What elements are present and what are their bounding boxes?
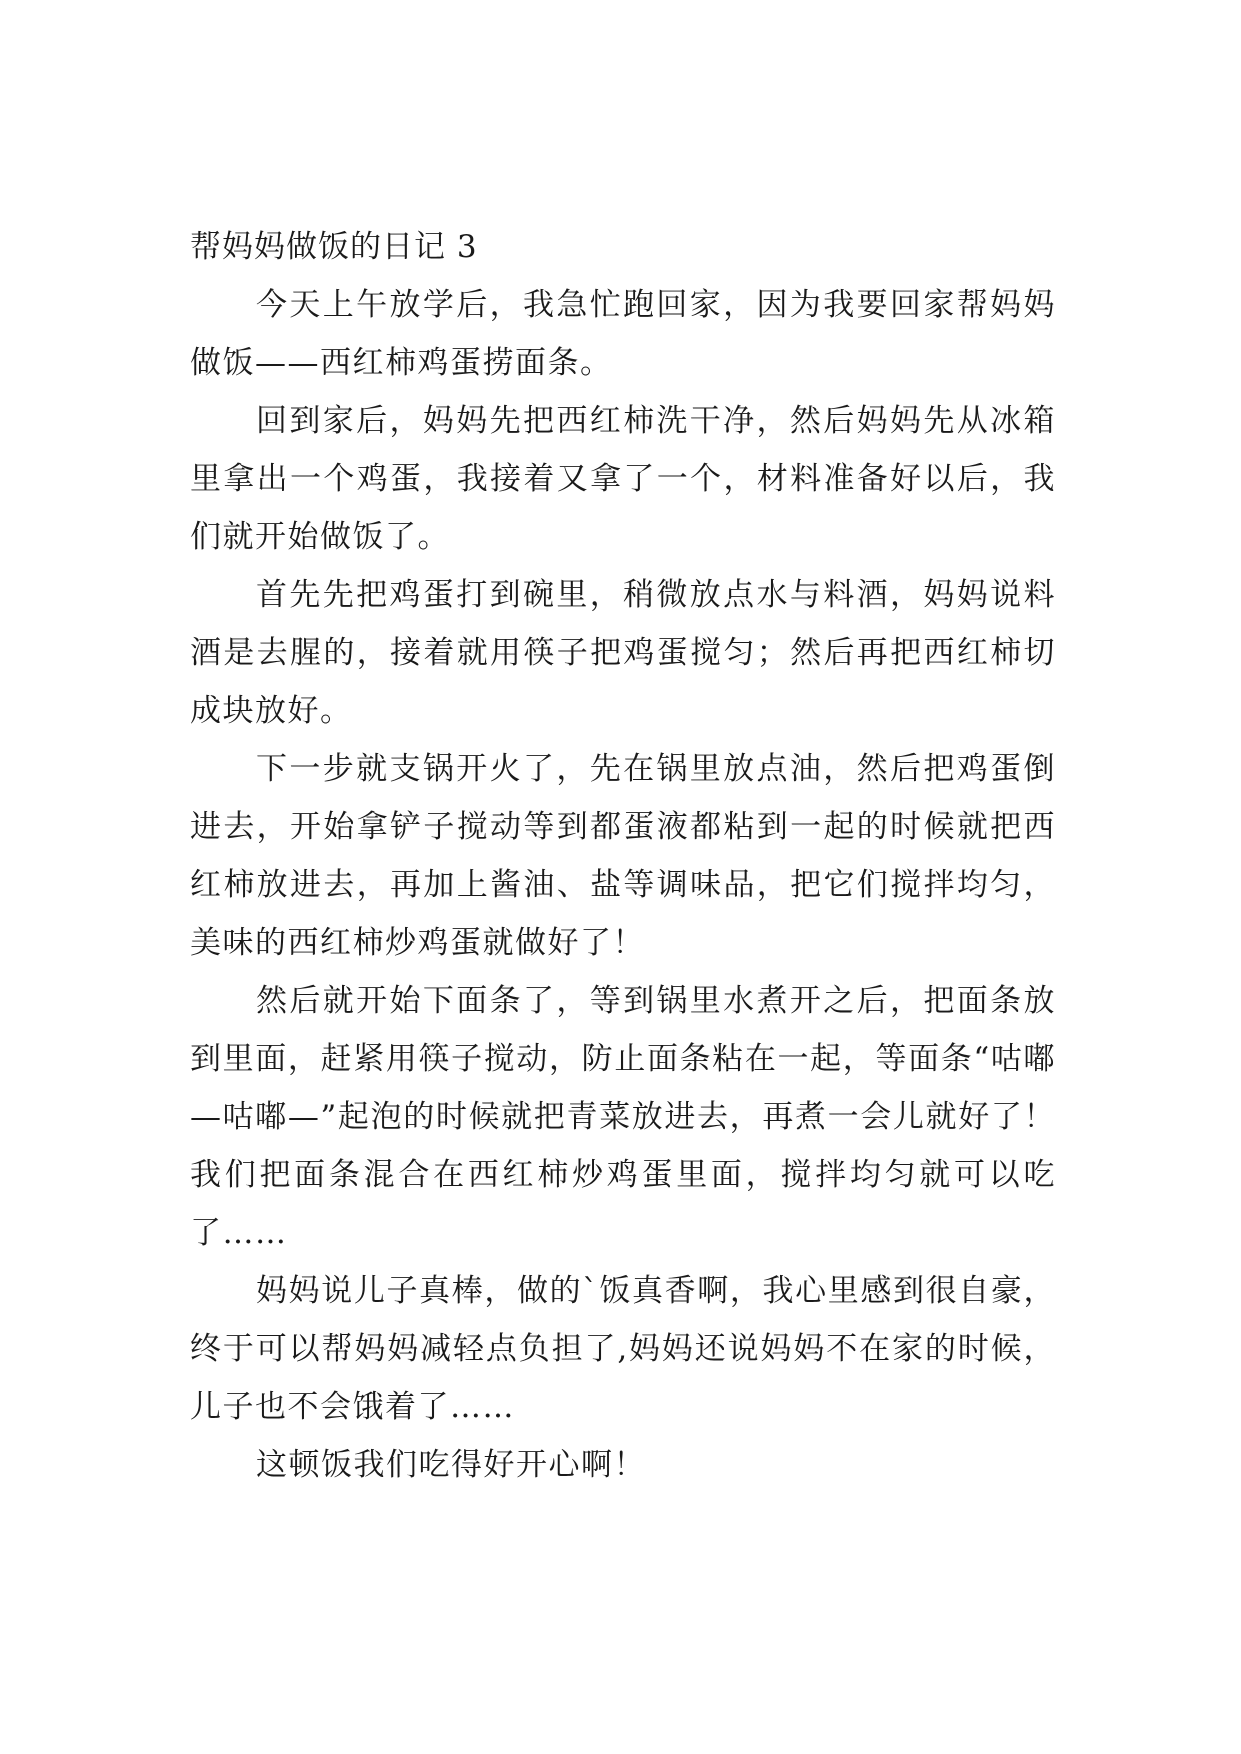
paragraph-3: 首先先把鸡蛋打到碗里，稍微放点水与料酒，妈妈说料酒是去腥的，接着就用筷子把鸡蛋搅匀；然后再把西红柿切成块放好。 bbox=[190, 577, 1056, 729]
paragraph-7: 这顿饭我们吃得好开心啊！ bbox=[256, 1447, 646, 1483]
document-body bbox=[190, 218, 1056, 1494]
paragraph-4: 下一步就支锅开火了，先在锅里放点油，然后把鸡蛋倒进去，开始拿铲子搅动等到都蛋液都粘到一起的时候就把西红柿放进去，再加上酱油、盐等调味品，把它们搅拌均匀，美味的西红柿炒鸡蛋就做好了！ bbox=[190, 751, 1056, 961]
paragraph-1: 今天上午放学后，我急忙跑回家，因为我要回家帮妈妈做饭——西红柿鸡蛋捞面条。 bbox=[190, 287, 1056, 381]
paragraph-5: 然后就开始下面条了，等到锅里水煮开之后，把面条放到里面，赶紧用筷子搅动，防止面条粘在一起，等面条“咕嘟—咕嘟—”起泡的时候就把青菜放进去，再煮一会儿就好了！我们把面条混合在西红柿炒鸡蛋里面，搅拌均匀就可以吃了…… bbox=[190, 983, 1056, 1251]
document-title: 帮妈妈做饭的日记 3 bbox=[190, 229, 478, 265]
paragraph-2: 回到家后，妈妈先把西红柿洗干净，然后妈妈先从冰箱里拿出一个鸡蛋，我接着又拿了一个，材料准备好以后，我们就开始做饭了。 bbox=[190, 403, 1056, 555]
paragraph-6: 妈妈说儿子真棒，做的`饭真香啊，我心里感到很自豪，终于可以帮妈妈减轻点负担了,妈妈还说妈妈不在家的时候，儿子也不会饿着了…… bbox=[190, 1273, 1056, 1425]
